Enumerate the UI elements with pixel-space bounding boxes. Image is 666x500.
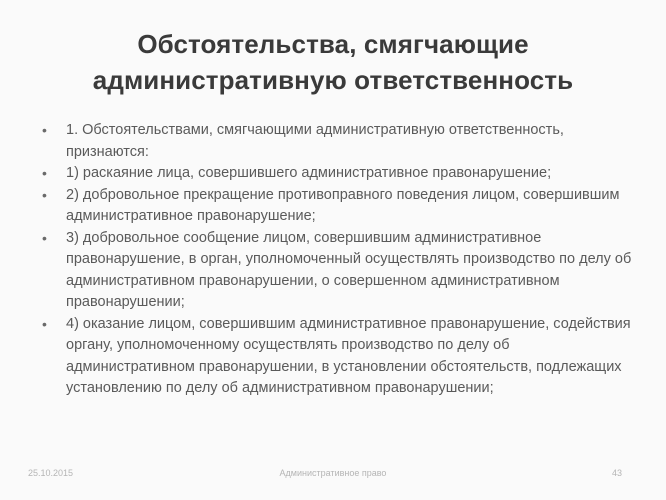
slide-footer xyxy=(0,464,666,484)
bullet-marker: • xyxy=(42,186,47,203)
slide-title xyxy=(20,26,646,98)
bullet-list xyxy=(42,120,632,400)
footer-date: 25.10.2015 xyxy=(28,468,74,478)
slide-title-line-2: административную ответственность xyxy=(92,65,574,95)
bullet-text: 4) оказание лицом, совершившим административное правонарушение, содействия органу, уполномоченному осуществлять производство по делу об административном правонарушении, в установлении обстоятельств, подлежащих установлению по делу об административном правонарушении; xyxy=(66,315,631,396)
bullet-text: 1. Обстоятельствами, смягчающими административную ответственность, признаются: xyxy=(66,122,564,160)
footer-caption: Административное право xyxy=(279,468,387,478)
bullet-text: 3) добровольное сообщение лицом, совершившим административное правонарушение, в орган, уполномоченный осуществлять производство по делу об административном правонарушении, о совершенном административном правонарушении; xyxy=(66,229,632,310)
bullet-text: 2) добровольное прекращение противоправного поведения лицом, совершившим административное правонарушение; xyxy=(66,186,620,224)
bullet-item xyxy=(42,314,632,400)
bullet-item xyxy=(42,185,632,228)
bullet-marker: • xyxy=(42,165,47,181)
slide-title-line-1: Обстоятельства, смягчающие xyxy=(137,29,529,59)
bullet-text: 1) раскаяние лица, совершившего административное правонарушение; xyxy=(66,165,552,181)
bullet-marker: • xyxy=(42,122,47,138)
bullet-item xyxy=(42,120,632,163)
bullet-item xyxy=(42,228,632,314)
footer-page-number: 43 xyxy=(611,468,622,478)
bullet-item xyxy=(42,163,632,185)
bullet-marker: • xyxy=(42,315,47,332)
bullet-marker: • xyxy=(42,229,47,246)
